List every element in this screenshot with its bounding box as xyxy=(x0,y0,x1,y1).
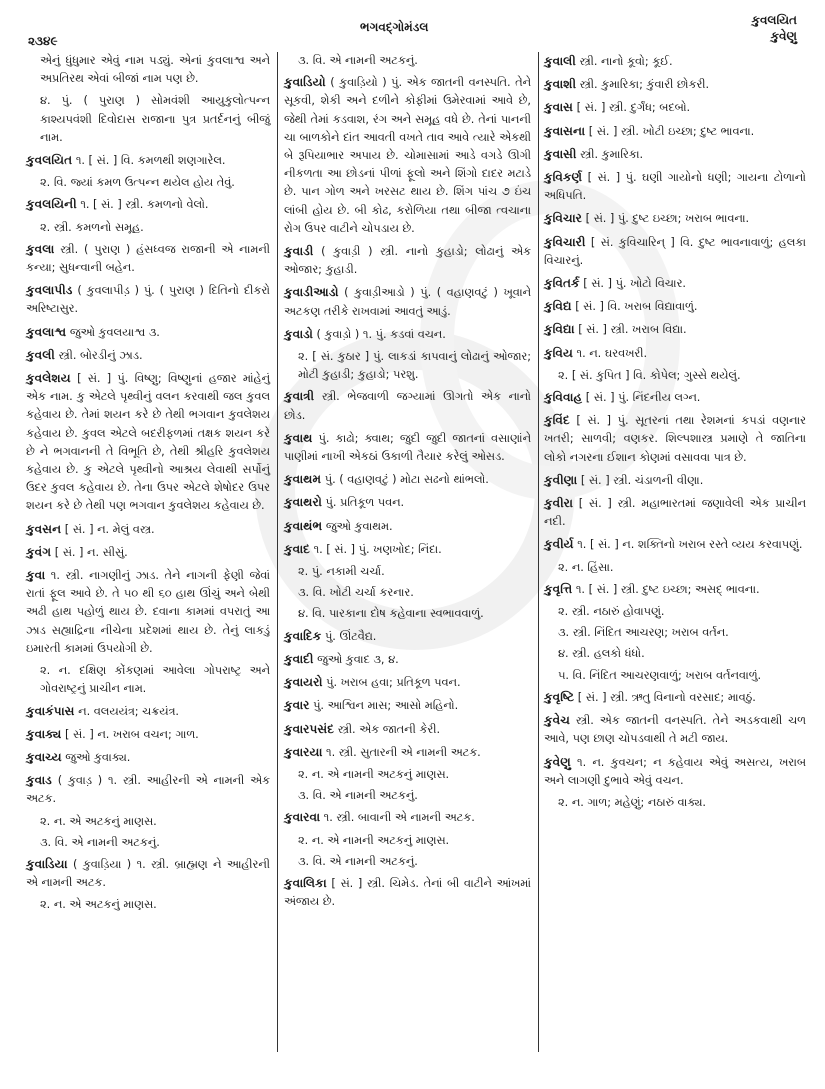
definition-text: ૫. વિ. નિંદિત આચરણવાળું; ખરાબ વર્તનવાળું. xyxy=(558,668,762,682)
entry-sense xyxy=(284,563,531,581)
dictionary-entry xyxy=(544,297,806,316)
definition-text: ૧. [ સં. ] ન. શક્તિનો ખરાબ રસ્તે વ્યય કરવાપણું. xyxy=(577,538,803,552)
definition-text: સ્ત્રી. કુમારિકા. xyxy=(580,147,644,161)
headword: કુવિદ્ય xyxy=(544,299,572,314)
dictionary-entry xyxy=(544,688,806,707)
definition-text: ૨. સ્ત્રી. કમળનો સમૂહ. xyxy=(40,220,144,234)
dictionary-entry xyxy=(544,471,806,490)
entry-sense xyxy=(284,832,531,850)
dictionary-columns xyxy=(26,52,810,1072)
definition-text: ૪. પું. ( પુરાણ ) સોમવંશી આયુકુલોત્પન્ન કાશ્યપવંશી દિવોદાસ રાજાના પુત્ર પ્રતર્દનનું બીજું નામ. xyxy=(40,94,270,144)
entry-sense xyxy=(544,603,806,621)
definition-text: પું. ઊંટવૈદ્ય. xyxy=(324,629,377,643)
definition-text: ૨. ન. એ અટકનું માણસ. xyxy=(40,814,157,828)
dictionary-entry xyxy=(284,673,531,692)
headword: કુવારવા xyxy=(284,810,321,825)
definition-text: ૩. વિ. એ નામની અટકનું. xyxy=(298,854,418,868)
definition-text: જુઓ કુવાક્ય. xyxy=(65,750,131,764)
dictionary-entry xyxy=(544,580,806,599)
definition-text: સ્ત્રી. બોરડીનું ઝાડ. xyxy=(58,348,143,362)
dictionary-entry xyxy=(26,771,270,808)
dictionary-entry xyxy=(26,195,270,214)
dictionary-entry xyxy=(544,168,806,205)
headword: કુવલાપીડ xyxy=(26,283,73,298)
page-number: ૨૩૪૯ xyxy=(28,34,58,48)
headword: કુવલેશય xyxy=(26,371,71,386)
dictionary-entry xyxy=(284,808,531,827)
definition-text: ૩. વિ. એ નામની અટકનું. xyxy=(298,54,418,67)
headword: કુવાથ xyxy=(284,430,313,445)
entry-sense xyxy=(544,794,806,812)
definition-text: [ સં. ] પું. નિંદનીય લગ્ન. xyxy=(585,391,701,405)
dictionary-entry xyxy=(544,75,806,94)
headword: કુવાથંભ xyxy=(284,518,323,533)
definition-text: ન. વલયયંત્ર; ચક્રયંત્ર. xyxy=(78,704,179,718)
headword: કુવેણુ xyxy=(544,754,571,769)
dictionary-entry xyxy=(284,627,531,646)
definition-text: સ્ત્રી. એક જાતની વનસ્પતિ. તેને અડકવાથી ચળ આવે, પણ છાણ ચોપડવાથી તે મટી જાય. xyxy=(544,714,806,746)
headword: કુવાસના xyxy=(544,123,586,138)
guide-word-first: કુવલયિત xyxy=(751,13,797,27)
definition-text: પું. કાઢો; ક્વાથ; જુદી જુદી જાતનાં વસાણાંને પાણીમાં નાખી એકઠાં ઉકાળી તૈયાર કરેલું ઓસડ. xyxy=(284,431,531,464)
dictionary-entry xyxy=(544,411,806,467)
dictionary-entry xyxy=(544,494,806,531)
headword: કુવાદ xyxy=(284,541,310,556)
entry-sense xyxy=(26,219,270,237)
running-title: ભગવદ્ગોમંડલ xyxy=(360,20,429,34)
definition-text: ૧. ન. કુવચન; ન કહેવાય એવું અસત્ય, ખરાબ અને લાગણી દુભાવે એવું વચન. xyxy=(544,755,806,787)
guide-words xyxy=(751,12,797,44)
column-2 xyxy=(284,52,531,915)
dictionary-entry xyxy=(26,566,270,658)
definition-text: ( કુવાડ઼ ) ૧. સ્ત્રી. આહીરની એ નામની એક અટક. xyxy=(26,774,271,806)
definition-text: [ સં. ] પું. સૂતરનાં તથા રેશમનાં કપડાં વણનાર ખતરી; સાળવી; વણકર. શિલ્પશાસ્ત્ર પ્રમાણે તે જાતિના લોકો નગરના ઈશાન કોણમાં વસાવવા પાત્ર છે. xyxy=(544,414,806,464)
definition-text: [ સં. ] સ્ત્રી. ચિમેડ. તેનાં બી વાટીને આંખમાં અંજાય છે. xyxy=(284,876,532,909)
headword: કુવાથરો xyxy=(284,495,322,510)
headword: કુવિકર્ણ xyxy=(544,170,583,185)
headword: કુવૃષ્ટિ xyxy=(544,689,575,704)
definition-text: ૧. [ સં. ] વિ. કમળથી શણગારેલ. xyxy=(75,154,226,168)
dictionary-entry xyxy=(284,470,531,489)
dictionary-entry xyxy=(26,702,270,721)
definition-text: સ્ત્રી. ભેજવાળી જગ્યામાં ઊગતો એક નાનો છોડ. xyxy=(284,390,532,422)
definition-text: ૩. સ્ત્રી. નિંદિત આચરણ; ખરાબ વર્તન. xyxy=(558,626,729,640)
headword: કુવલયિત xyxy=(26,153,73,168)
dictionary-entry xyxy=(284,743,531,762)
headword: કુવાલિકા xyxy=(284,875,327,890)
dictionary-entry xyxy=(544,209,806,228)
headword: કુવાડ xyxy=(26,773,52,788)
entry-sense xyxy=(284,584,531,602)
headword: કુવાકંપાસ xyxy=(26,703,75,718)
headword: કુવાડો xyxy=(284,326,313,341)
definition-text: [ સં. ] વિ. ખરાબ વિદ્યાવાળું. xyxy=(575,300,698,314)
page-header xyxy=(0,0,825,50)
dictionary-entry xyxy=(544,711,806,748)
entry-sense xyxy=(284,787,531,805)
definition-text: ૩. વિ. ખોટી ચર્ચા કરનાર. xyxy=(298,586,414,600)
dictionary-entry xyxy=(26,281,270,318)
headword: કુવાદી xyxy=(284,651,314,666)
entry-sense xyxy=(544,367,806,385)
headword: કુવલયિની xyxy=(26,197,77,212)
entry-sense xyxy=(26,92,270,147)
headword: કુવાથમ xyxy=(284,472,322,487)
headword: કુવાશી xyxy=(544,77,577,92)
definition-text: ( કુવલાપીડ઼ ) પું. ( પુરાણ ) દિતિનો દીકરો અરિષ્ટાસુર. xyxy=(26,284,271,316)
entry-sense xyxy=(26,52,270,88)
entry-sense xyxy=(26,896,270,914)
dictionary-entry xyxy=(26,151,270,170)
definition-text: [ સં. ] ન. મેલું વસ્ત્ર. xyxy=(64,522,155,536)
dictionary-entry xyxy=(26,725,270,744)
headword: કુવલી xyxy=(26,347,55,362)
entry-sense xyxy=(26,834,270,852)
definition-text: ૨. પું. નકામી ચર્ચા. xyxy=(298,565,385,579)
dictionary-entry xyxy=(544,344,806,363)
dictionary-entry xyxy=(284,540,531,559)
dictionary-entry xyxy=(284,73,531,238)
dictionary-entry xyxy=(544,145,806,164)
dictionary-entry xyxy=(26,323,270,342)
definition-text: પું. ( વહાણવટું ) મોટા સઢનો થાંભલો. xyxy=(324,473,489,487)
dictionary-entry xyxy=(544,274,806,293)
definition-text: [ સં. કુવિચારિન્ ] વિ. દુષ્ટ ભાવનાવાળું; હલકા વિચારનું. xyxy=(544,235,806,267)
definition-text: [ સં. ] સ્ત્રી. ખોટી ઇચ્છા; દુષ્ટ ભાવના. xyxy=(588,124,755,138)
headword: કુવલા xyxy=(26,241,55,256)
definition-text: ૧. સ્ત્રી. નાગણીનું ઝાડ. તેને નાગની ફેણી જેવાં રાતાં ફૂલ આવે છે. તે ૫૦ થી ૬૦ હાથ ઊંચું અને બેથી અઢી હાથ પહોળું થાય છે. દવાના કામમાં વપરાતું આ ઝાડ સહ્યાદ્રિના નીચેના પ્રદેશમાં થાય છે. તેનું લાકડું ઇમારતી કામમાં ઉપયોગી છે. xyxy=(26,569,270,655)
definition-text: [ સં. ] પું. દુષ્ટ ઇચ્છા; ખરાબ ભાવના. xyxy=(585,212,750,226)
dictionary-entry xyxy=(26,748,270,767)
definition-text: ૪. સ્ત્રી. હલકો ધંધો. xyxy=(558,647,645,661)
entry-sense xyxy=(284,766,531,784)
column-divider xyxy=(538,52,539,1052)
definition-text: ૩. વિ. એ નામની અટકનું. xyxy=(40,835,160,849)
definition-text: સ્ત્રી. કુમારિકા; કુંવારી છોકરી. xyxy=(579,78,710,92)
definition-text: ૧. [ સં. ] સ્ત્રી. કમળનો વેલો. xyxy=(80,198,209,212)
headword: કુવિતર્ક xyxy=(544,276,580,291)
definition-text: [ સં. ] સ્ત્રી. ચંડાળની વીણા. xyxy=(580,473,704,487)
headword: કુવસન xyxy=(26,521,62,536)
headword: કુવલાશ્વ xyxy=(26,324,67,339)
definition-text: પું. પ્રતિકૂળ પવન. xyxy=(325,496,405,510)
entry-sense xyxy=(544,667,806,685)
dictionary-entry xyxy=(26,240,270,277)
entry-sense xyxy=(284,348,531,384)
definition-text: ( કુવાડ઼ો ) ૧. પું. કડવાં વચન. xyxy=(316,327,446,341)
definition-text: [ સં. ] સ્ત્રી. ઋતુ વિનાનો વરસાદ; માવઠું. xyxy=(577,690,756,704)
definition-text: [ સં. ] સ્ત્રી. મહાભારતમાં જણાવેલી એક પ્રાચીન નદી. xyxy=(544,497,807,529)
definition-text: ૨. ન. એ નામની અટકનું માણસ. xyxy=(298,833,450,847)
headword: કુવાડિયા xyxy=(26,856,68,871)
headword: કુવિય xyxy=(544,345,573,360)
dictionary-entry xyxy=(26,346,270,365)
entry-sense xyxy=(26,662,270,698)
dictionary-entry xyxy=(284,874,531,911)
dictionary-entry xyxy=(284,283,531,320)
definition-text: ૨. ન. ગાળ; મહેણું; નઠારું વાક્ય. xyxy=(558,795,706,809)
definition-text: ૧. [ સં. ] સ્ત્રી. દુષ્ટ ઇચ્છા; અસદ્ ભાવના. xyxy=(575,582,760,596)
headword: કુવિચારી xyxy=(544,234,586,249)
headword: કુવા xyxy=(26,568,46,583)
definition-text: ૨. સ્ત્રી. નઠારું હોવાપણું. xyxy=(558,605,665,619)
definition-text: [ સં. ] પું. વિષ્ણુ; વિષ્ણુનાં હજાર માંહેનું એક નામ. કુ એટલે પૃથ્વીનું વલન કરવાથી જલ કુવલ કહેવાય છે. તેમાં શયન કરે છે તેથી ભગવાન કુવલેશય કહેવાય છે. કુવલ એટલે બદરીફળમાં તક્ષક શયન કરે છે ને ભગવાનની તે વિભૂતિ છે, તેથી શ્રીહરિ કુવલેશય કહેવાય છે. કુ એટલે પૃથ્વીનો આશ્રય લેવાથી સર્પોનું ઉદર કુવલ કહેવાય છે. તેના ઉપર એટલે શેષોદર ઉપર શયન કરે છે તેથી પણ ભગવાન કુવલેશય કહેવાય છે. xyxy=(26,372,271,513)
headword: કુવૃત્તિ xyxy=(544,581,573,596)
dictionary-entry xyxy=(26,543,270,562)
definition-text: [ સં. ] ન. ખરાબ વચન; ગાળ. xyxy=(64,727,199,741)
headword: કુવાત્રી xyxy=(284,389,315,404)
entry-sense xyxy=(284,605,531,623)
headword: કુવાડિયો xyxy=(284,75,326,90)
definition-text: ૪. વિ. પારકાના દોષ કહેવાના સ્વભાવવાળું. xyxy=(298,607,484,621)
headword: કુવીર્ય xyxy=(544,537,574,552)
column-divider xyxy=(277,52,278,1052)
definition-text: જુઓ કુવાદ ૩, ૪. xyxy=(317,652,399,666)
headword: કુવાસી xyxy=(544,146,577,161)
definition-text: ( કુવાડ઼િયો ) પું. એક જાતની વનસ્પતિ. તેને સૂકવી, શેકી અને દળીને કોફીમાં ઉમેરવામાં આવે છે, જેથી તેમાં કડવાશ, રંગ અને સમૂહ વધે છે. તેનાં પાનની ચા બાળકોને દાંત આવતી વખતે તાવ આવે ત્યારે એકથી બે રૂપિયાભાર અપાય છે. ચોમાસામાં આડે વગડે ઊગી નીકળતા આ છોડનાં પીળાં ફૂલો અને શિંગો દાદર મટાડે છે. પાન ગોળ અને ખરસટ થાય છે. શિંગ પાંચ ૭ ઇંચ લાંબી હોય છે. બી કોઢ, કરોળિયા તથા બીજા ત્વચાના રોગ ઉપર વાટીને ચોપડાય છે. xyxy=(284,76,531,235)
definition-text: ૧. સ્ત્રી. બાવાની એ નામની અટક. xyxy=(323,811,475,825)
dictionary-entry xyxy=(26,369,270,516)
entry-sense xyxy=(544,624,806,642)
headword: કુવેચ xyxy=(544,713,570,728)
definition-text: ૨. [ સં. કુપિત ] વિ. કોપેલ; ગુસ્સે થયેલું. xyxy=(558,368,741,382)
dictionary-entry xyxy=(544,233,806,270)
definition-text: સ્ત્રી. નાનો કૂવો; કૂઈ. xyxy=(579,55,673,68)
definition-text: ૧. [ સં. ] પું. ખણખોદ; નિંદા. xyxy=(313,542,442,556)
entry-sense xyxy=(284,52,531,70)
headword: કુવાર xyxy=(284,698,310,713)
dictionary-entry xyxy=(544,52,806,71)
definition-text: ( કુવાડ઼િયા ) ૧. સ્ત્રી. બ્રાહ્મણ ને આહીરની એ નામની અટક. xyxy=(26,857,270,890)
headword: કુવીરા xyxy=(544,496,573,511)
headword: કુવારપસંદ xyxy=(284,721,335,736)
headword: કુવાયરો xyxy=(284,675,323,690)
definition-text: [ સં. ] ન. સીસું. xyxy=(54,545,128,559)
headword: કુવાસ xyxy=(544,100,574,115)
definition-text: ૩. વિ. એ નામની અટકનું. xyxy=(298,789,418,803)
definition-text: ૧. સ્ત્રી. સુતારની એ નામની અટક. xyxy=(326,745,481,759)
dictionary-entry xyxy=(284,242,531,279)
dictionary-entry xyxy=(284,387,531,424)
headword: કુવાલી xyxy=(544,54,576,68)
headword: કુવિચાર xyxy=(544,211,582,226)
column-3 xyxy=(544,52,806,815)
definition-text: સ્ત્રી. ( પુરાણ ) હંસધ્વજ રાજાની એ નામની કન્યા; સુધન્વાની બહેન. xyxy=(26,242,270,275)
dictionary-entry xyxy=(544,753,806,790)
headword: કુવાડીઆડો xyxy=(284,285,339,300)
definition-text: સ્ત્રી. એક જાતની કેરી. xyxy=(337,722,441,736)
definition-text: ૨. વિ. જ્યાં કમળ ઉત્પન્ન થયેલ હોય તેવું. xyxy=(40,176,235,190)
dictionary-entry xyxy=(544,320,806,339)
dictionary-entry xyxy=(26,520,270,539)
headword: કુવીણા xyxy=(544,472,578,487)
dictionary-entry xyxy=(284,720,531,739)
dictionary-entry xyxy=(284,325,531,344)
headword: કુવાક્ય xyxy=(26,726,62,741)
headword: કુવાડી xyxy=(284,244,314,259)
dictionary-entry xyxy=(26,855,270,892)
guide-word-last: કુવેણુ xyxy=(770,29,797,43)
definition-text: પું. ખરાબ હવા; પ્રતિકૂળ પવન. xyxy=(326,676,461,690)
definition-text: [ સં. ] સ્ત્રી. દુર્ગંધ; બદબો. xyxy=(576,101,691,115)
entry-sense xyxy=(544,559,806,577)
dictionary-entry xyxy=(544,388,806,407)
definition-text: [ સં. ] સ્ત્રી. ખરાબ વિદ્યા. xyxy=(578,323,687,337)
entry-sense xyxy=(26,174,270,192)
headword: કુવિંદ xyxy=(544,413,570,428)
headword: કુવારયા xyxy=(284,744,323,759)
dictionary-entry xyxy=(284,429,531,466)
definition-text: ( કુવાડ઼ીઆડો ) પું. ( વહાણવટું ) ખૂવાને અટકણ તરીકે રાખવામાં આવતું આડું. xyxy=(284,286,532,318)
definition-text: એનું ધુંધુમાર એવું નામ પડ્યું. એનાં કુવલાશ્વ અને અપ્રતિરથ એવાં બીજાં નામ પણ છે. xyxy=(40,54,270,86)
definition-text: ( કુવાડ઼ી ) સ્ત્રી. નાનો કુહાડો; લોઢાનું એક ઓજાર; કુહાડી. xyxy=(284,245,531,277)
entry-sense xyxy=(26,813,270,831)
definition-text: ૨. ન. હિંસા. xyxy=(558,560,614,574)
definition-text: જુઓ કુવાથમ. xyxy=(325,519,393,533)
definition-text: જુઓ કુવલયાશ્વ ૩. xyxy=(69,325,160,339)
dictionary-entry xyxy=(284,696,531,715)
headword: કુવિદ્યા xyxy=(544,322,575,337)
dictionary-entry xyxy=(284,493,531,512)
headword: કુવાદિક xyxy=(284,628,322,643)
definition-text: પું. આશ્વિન માસ; આસો મહિનો. xyxy=(313,699,459,713)
entry-sense xyxy=(544,645,806,663)
definition-text: ૨. ન. એ નામની અટકનું માણસ. xyxy=(298,767,450,781)
definition-text: [ સં. ] પું. ઘણી ગાયોનો ધણી; ગાયના ટોળાનો અધિપતિ. xyxy=(544,171,806,203)
headword: કુવિવાહ xyxy=(544,390,583,405)
definition-text: ૨. ન. એ અટકનું માણસ. xyxy=(40,898,157,912)
entry-sense xyxy=(284,853,531,871)
dictionary-entry xyxy=(544,535,806,554)
dictionary-entry xyxy=(284,517,531,536)
definition-text: ૨. ન. દક્ષિણ કોંકણમાં આવેલા ગોપરાષ્ટ્ર અને ગોવરાષ્ટ્રનું પ્રાચીન નામ. xyxy=(40,664,270,696)
definition-text: [ સં. ] પું. ખોટો વિચાર. xyxy=(583,277,687,291)
column-1 xyxy=(26,52,270,918)
dictionary-entry xyxy=(544,122,806,141)
headword: કુવાચ્ય xyxy=(26,749,62,764)
definition-text: ૧. ન. ઘરવખરી. xyxy=(576,346,648,360)
dictionary-entry xyxy=(284,650,531,669)
dictionary-entry xyxy=(544,98,806,117)
headword: કુવંગ xyxy=(26,544,52,559)
definition-text: ૨. [ સં. કુઠાર ] પું. લાકડાં કાપવાનું લોઢાનું ઓજાર; મોટી કુહાડી; કુહાડો; પરશુ. xyxy=(298,350,531,382)
